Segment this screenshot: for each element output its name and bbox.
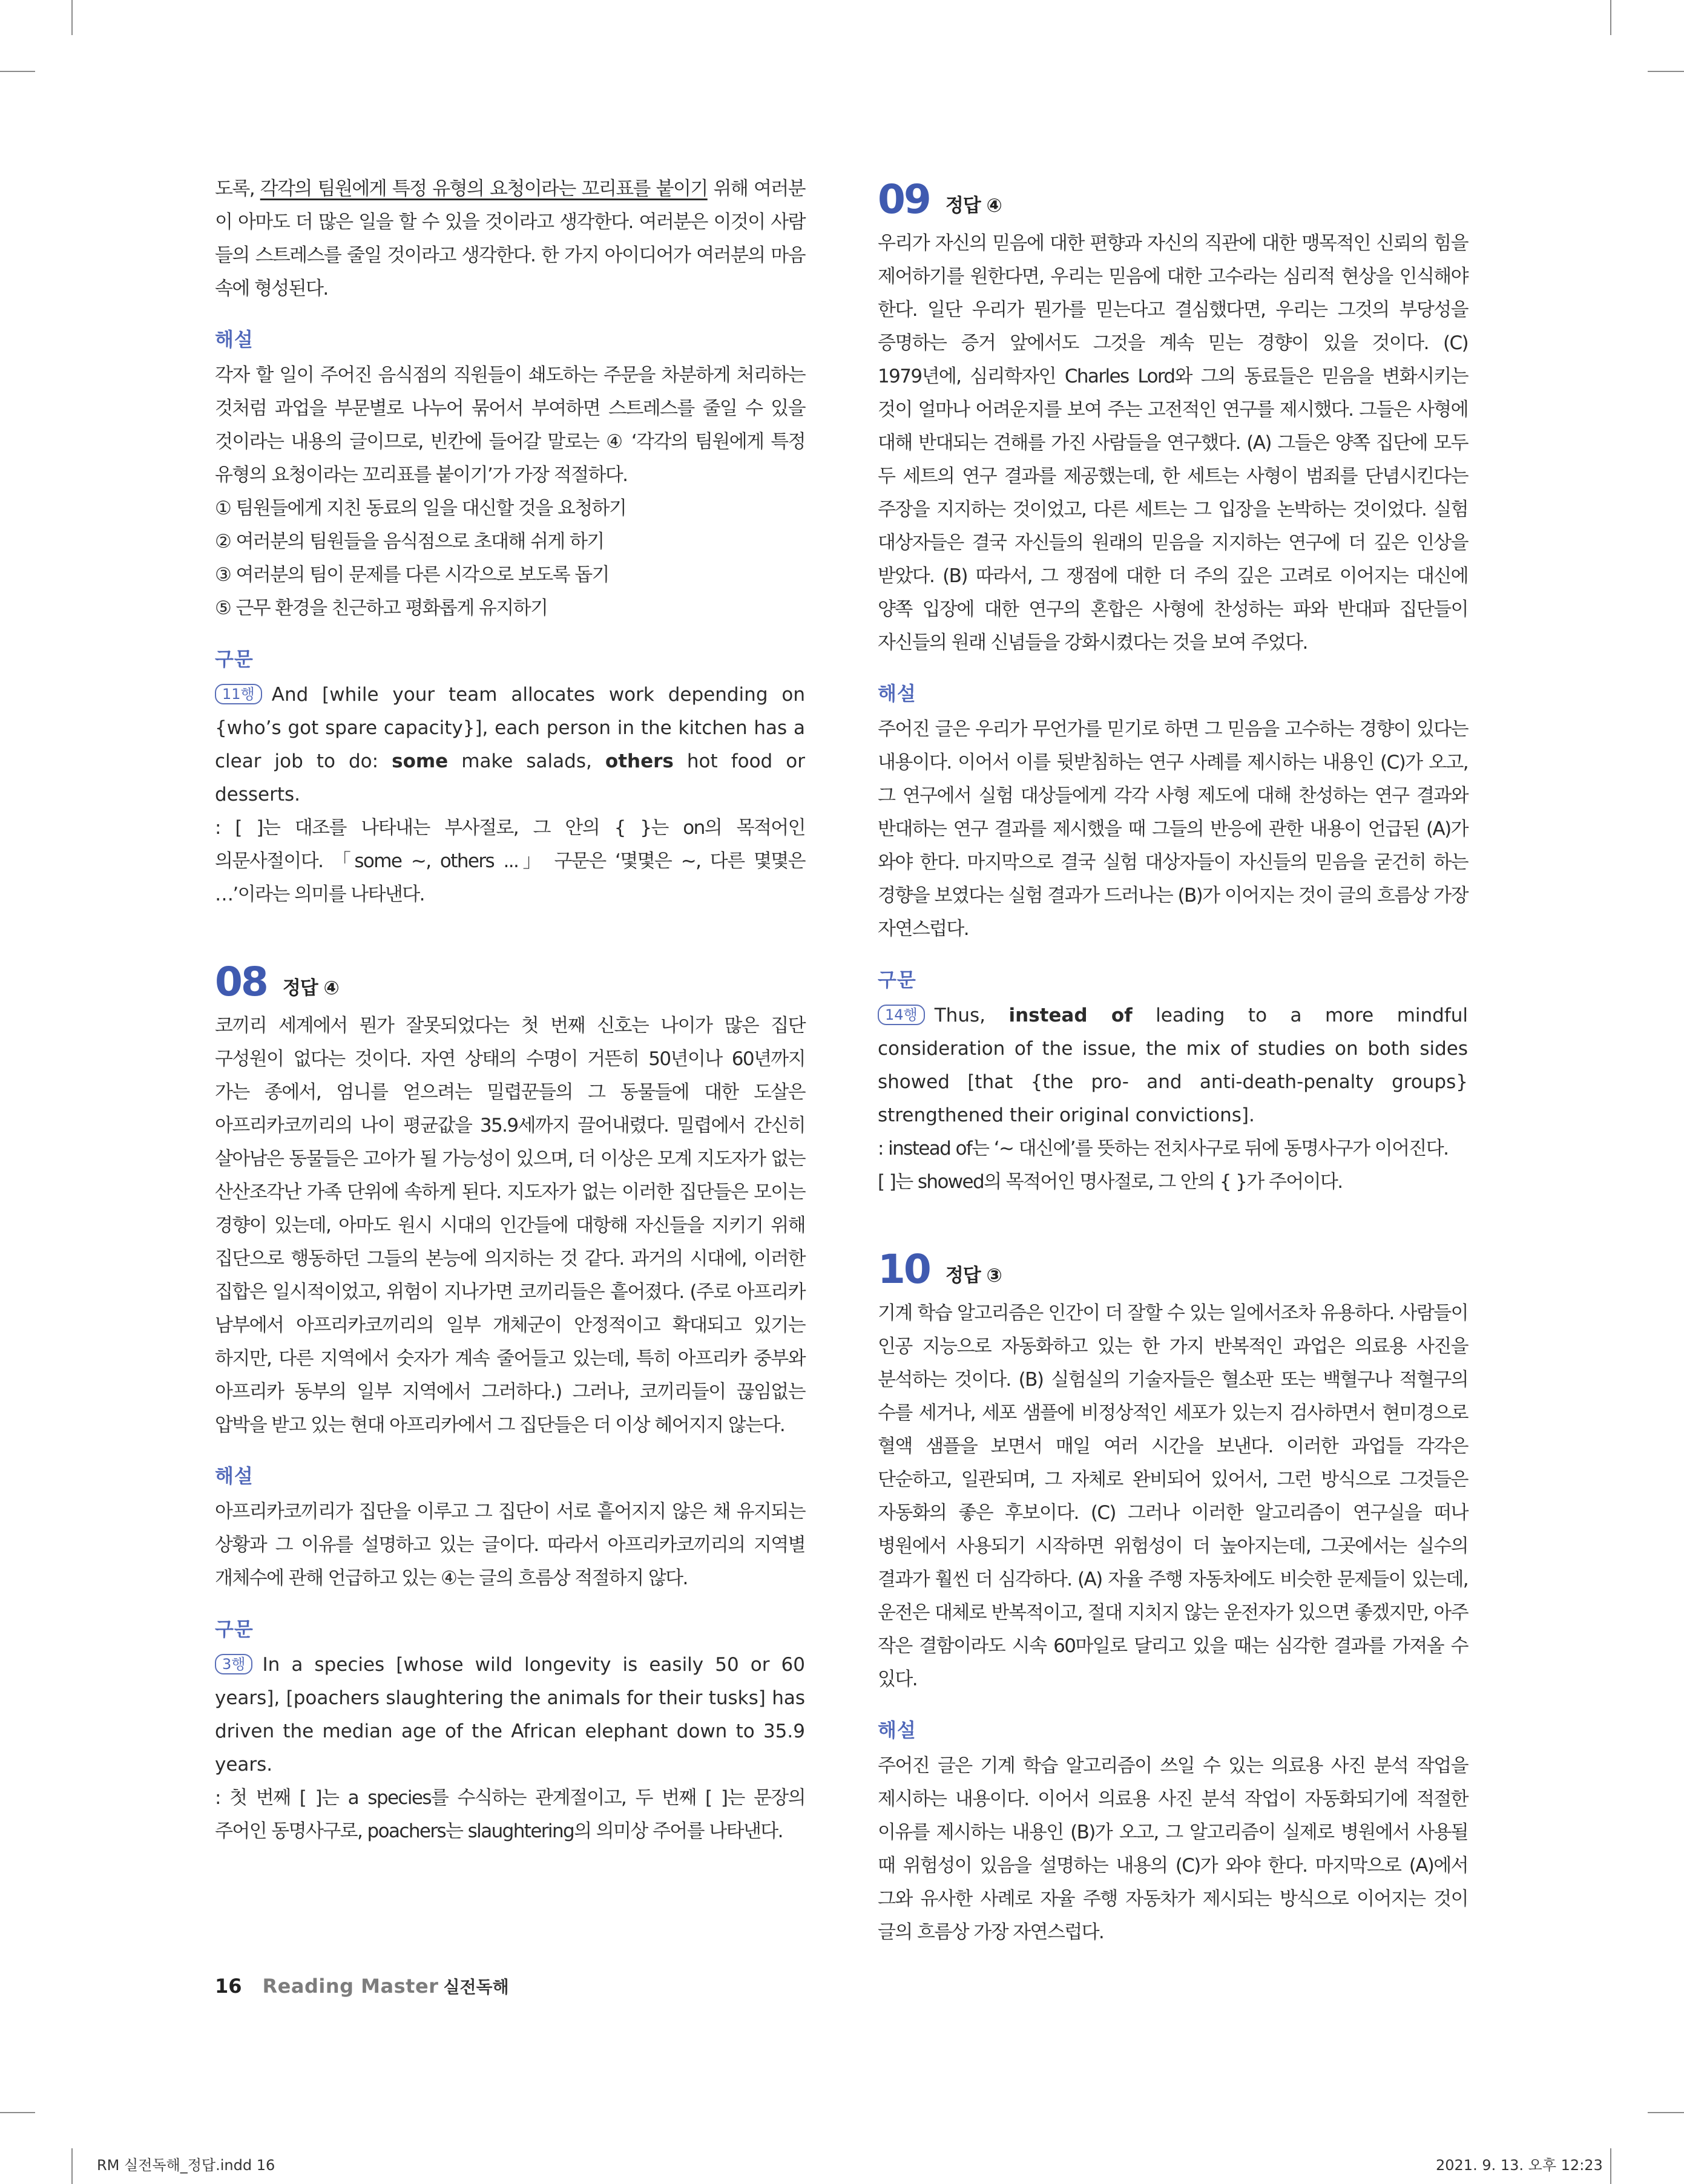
option-item: ③ 여러분의 팀이 문제를 다른 시각으로 보도록 돕기 <box>215 564 609 586</box>
crop-mark <box>1610 0 1611 35</box>
syntax-english-sentence: 14행 Thus, instead of leading to a more mindful consideration of the issue, the mix of studies on both sides showed [that {the pro- and anti-death-penalty groups} strengthened their original convictions]. <box>878 1005 1469 1126</box>
translation-text: 기계 학습 알고리즘은 인간이 더 잘할 수 있는 일에서조차 유용하다. 사람들이 인공 지능으로 자동화하고 있는 한 가지 반복적인 과업은 의료용 사진을 분석하는 것이다. (B) 실험실의 기술자들은 혈소판 또는 백혈구나 적혈구의 수를 세거나, 세포 샘플에 비정상적인 세포가 있는지 검사하면서 현미경으로 혈액 샘플을 보면서 매일 여러 시간을 보낸다. 이러한 과업들 각각은 단순하고, 일관되며, 그 자체로 완비되어 있어서, 그런 방식으로 그것들은 자동화의 좋은 후보이다. (C) 그러나 이러한 알고리즘이 연구실을 떠나 병원에서 사용되기 시작하면 위험성이 더 높아지는데, 그곳에서는 실수의 결과가 훨씬 더 심각하다. (A) 자율 주행 자동차에도 비슷한 문제들이 있는데, 운전은 대체로 반복적이고, 절대 지치지 않는 운전자가 있으면 좋겠지만, 아주 작은 결함이라도 시속 60마일로 달리고 있을 때는 심각한 결과를 가져올 수 있다. <box>878 1302 1468 1690</box>
book-title: Reading Master <box>262 1975 439 1998</box>
explanation-text: 각자 할 일이 주어진 음식점의 직원들이 쇄도하는 주문을 차분하게 처리하는 것처럼 과업을 부문별로 나누어 묶어서 부여하면 스트레스를 줄일 수 있을 것이라는 내용의 글이므로, 빈칸에 들어갈 말로는 ④ ‘각각의 팀원에게 특정 유형의 요청이라는 꼬리표를 붙이기’가 가장 적절하다. <box>215 364 805 486</box>
right-column <box>878 172 1468 1949</box>
slug-filename: RM 실전독해_정답.indd 16 <box>97 2157 275 2174</box>
translation-text: 우리가 자신의 믿음에 대한 편향과 자신의 직관에 대한 맹목적인 신뢰의 힘을 제어하기를 원한다면, 우리는 믿음에 대한 고수라는 심리적 현상을 인식해야 한다. 일단 우리가 뭔가를 믿는다고 결심했다면, 우리는 그것의 부당성을 증명하는 증거 앞에서도 그것을 계속 믿는 경향이 있을 것이다. (C) 1979년에, 심리학자인 Charles Lord와 그의 동료들은 믿음을 변화시키는 것이 얼마나 어려운지를 보여 주는 고전적인 연구를 제시했다. 그들은 사형에 대해 반대되는 견해를 가진 사람들을 연구했다. (A) 그들은 양쪽 집단에 모두 두 세트의 연구 결과를 제공했는데, 한 세트는 사형이 범죄를 단념시킨다는 주장을 지지하는 것이었고, 다른 세트는 그 입장을 논박하는 것이었다. 실험 대상자들은 결국 자신들의 원래의 믿음을 지지하는 연구에 더 깊은 인상을 받았다. (B) 따라서, 그 쟁점에 대한 더 주의 깊은 고려로 이어지는 대신에 양쪽 입장에 대한 연구의 혼합은 사형에 찬성하는 파와 반대파 집단들이 자신들의 원래 신념들을 강화시켰다는 것을 보여 주었다. <box>878 232 1468 654</box>
question-header-10 <box>878 1242 1468 1297</box>
left-column <box>215 172 805 1848</box>
page-number: 16 <box>215 1975 242 1998</box>
answer-label: 정답 ④ <box>282 977 339 999</box>
syntax-english-sentence: 11행 And [while your team allocates work depending on {who’s got spare capacity}], each person in the kitchen has a clear job to do: some make salads, others hot food or desserts. <box>215 684 805 805</box>
line-tag: 11행 <box>215 684 262 704</box>
crop-mark <box>1648 71 1684 72</box>
crop-mark <box>71 2148 73 2184</box>
section-label-explanation: 해설 <box>215 1464 254 1487</box>
option-list <box>215 492 805 625</box>
option-item: ⑤ 근무 환경을 친근하고 평화롭게 유지하기 <box>215 597 548 619</box>
option-item: ① 팀원들에게 지친 동료의 일을 대신할 것을 요청하기 <box>215 497 627 519</box>
section-label-explanation: 해설 <box>215 328 254 351</box>
crop-mark <box>1648 2112 1684 2113</box>
explanation-text: 주어진 글은 우리가 무언가를 믿기로 하면 그 믿음을 고수하는 경향이 있다는 내용이다. 이어서 이를 뒷받침하는 연구 사례를 제시하는 내용인 (C)가 오고, 그 연구에서 실험 대상들에게 각각 사형 제도에 대해 찬성하는 연구 결과와 반대하는 연구 결과를 제시했을 때 그들의 반응에 관한 내용이 언급된 (A)가 와야 한다. 마지막으로 결국 실험 대상자들이 자신들의 믿음을 굳건히 하는 경향을 보였다는 실험 결과가 드러나는 (B)가 이어지는 것이 글의 흐름상 가장 자연스럽다. <box>878 718 1468 940</box>
syntax-note: [ ]는 showed의 목적어인 명사절로, 그 안의 { }가 주어이다. <box>878 1171 1343 1193</box>
crop-mark <box>1610 2148 1611 2184</box>
translation-text: 코끼리 세계에서 뭔가 잘못되었다는 첫 번째 신호는 나이가 많은 집단 구성원이 없다는 것이다. 자연 상태의 수명이 거뜬히 50년이나 60년까지 가는 종에서, 엄니를 얻으려는 밀렵꾼들의 그 동물들에 대한 도살은 아프리카코끼리의 나이 평균값을 35.9세까지 끌어내렸다. 밀렵에서 간신히 살아남은 동물들은 고아가 될 가능성이 있으며, 더 이상은 모계 지도자가 없는 산산조각난 가족 단위에 속하게 된다. 지도자가 없는 이러한 집단들은 모이는 경향이 있는데, 아마도 원시 시대의 인간들에 대항해 자신들을 지키기 위해 집단으로 행동하던 그들의 본능에 의지하는 것 같다. 과거의 시대에, 이러한 집합은 일시적이었고, 위험이 지나가면 코끼리들은 흩어졌다. (주로 아프리카 남부에서 아프리카코끼리의 일부 개체군이 안정적이고 확대되고 있기는 하지만, 다른 지역에서 숫자가 계속 줄어들고 있는데, 특히 아프리카 중부와 아프리카 동부의 일부 지역에서 그러하다.) 그러나, 코끼리들이 끊임없는 압박을 받고 있는 현대 아프리카에서 그 집단들은 더 이상 헤어지지 않는다. <box>215 1015 805 1436</box>
section-label-explanation: 해설 <box>878 1719 916 1742</box>
crop-mark <box>71 0 73 35</box>
syntax-note: : [ ]는 대조를 나타내는 부사절로, 그 안의 { }는 on의 목적어인 의문사절이다. 「some ~, others ...」 구문은 ‘몇몇은 ~, 다른 몇몇은 …’이라는 의미를 나타낸다. <box>215 817 805 905</box>
syntax-note: : instead of는 ‘~ 대신에’를 뜻하는 전치사구로 뒤에 동명사구가 이어진다. <box>878 1138 1449 1159</box>
syntax-note: : 첫 번째 [ ]는 a species를 수식하는 관계절이고, 두 번째 [ ]는 문장의 주어인 동명사구로, poachers는 slaughtering의 의미상 주어를 나타낸다. <box>215 1787 805 1842</box>
question-number: 08 <box>215 959 267 1005</box>
line-tag: 14행 <box>878 1005 925 1025</box>
section-label-explanation: 해설 <box>878 682 916 705</box>
section-label-syntax: 구문 <box>215 1618 254 1641</box>
intro-paragraph: 도록, 각각의 팀원에게 특정 유형의 요청이라는 꼬리표를 붙이기 위해 여러분 이 아마도 더 많은 일을 할 수 있을 것이라고 생각한다. 여러분은 이것이 사람 들의 스트레스를 줄일 것이라고 생각한다. 한 가지 아이디어가 여러분의 마음 속에 형성된다. <box>215 178 806 300</box>
crop-mark <box>0 2112 35 2113</box>
question-number: 09 <box>878 176 930 223</box>
syntax-english-sentence: 3행 In a species [whose wild longevity is easily 50 or 60 years], [poachers slaughtering the animals for their tusks] has driven the median age of the African elephant down to 35.9 years. <box>215 1654 805 1776</box>
page-footer <box>215 1974 509 1998</box>
section-label-syntax: 구문 <box>878 968 916 991</box>
crop-mark <box>0 71 35 72</box>
answer-label: 정답 ③ <box>945 1264 1002 1287</box>
explanation-text: 주어진 글은 기계 학습 알고리즘이 쓰일 수 있는 의료용 사진 분석 작업을 제시하는 내용이다. 이어서 의료용 사진 분석 작업이 자동화되기에 적절한 이유를 제시하는 내용인 (B)가 오고, 그 알고리즘이 실제로 병원에서 사용될 때 위험성이 있음을 설명하는 내용의 (C)가 와야 한다. 마지막으로 (A)에서 그와 유사한 사례로 자율 주행 자동차가 제시되는 방식으로 이어지는 것이 글의 흐름상 가장 자연스럽다. <box>878 1755 1468 1943</box>
question-header-09 <box>878 172 1468 227</box>
option-item: ② 여러분의 팀원들을 음식점으로 초대해 쉬게 하기 <box>215 531 604 553</box>
line-tag: 3행 <box>215 1654 252 1674</box>
underlined-answer-phrase: 각각의 팀원에게 특정 유형의 요청이라는 꼬리표를 붙이기 <box>260 178 708 200</box>
question-number: 10 <box>878 1246 930 1293</box>
book-subtitle: 실전독해 <box>443 1977 509 1997</box>
slug-timestamp: 2021. 9. 13. 오후 12:23 <box>1436 2157 1603 2174</box>
answer-label: 정답 ④ <box>945 194 1002 217</box>
section-label-syntax: 구문 <box>215 648 254 671</box>
question-header-08 <box>215 955 805 1009</box>
explanation-text: 아프리카코끼리가 집단을 이루고 그 집단이 서로 흩어지지 않은 채 유지되는 상황과 그 이유를 설명하고 있는 글이다. 따라서 아프리카코끼리의 지역별 개체수에 관해 언급하고 있는 ④는 글의 흐름상 적절하지 않다. <box>215 1501 805 1589</box>
